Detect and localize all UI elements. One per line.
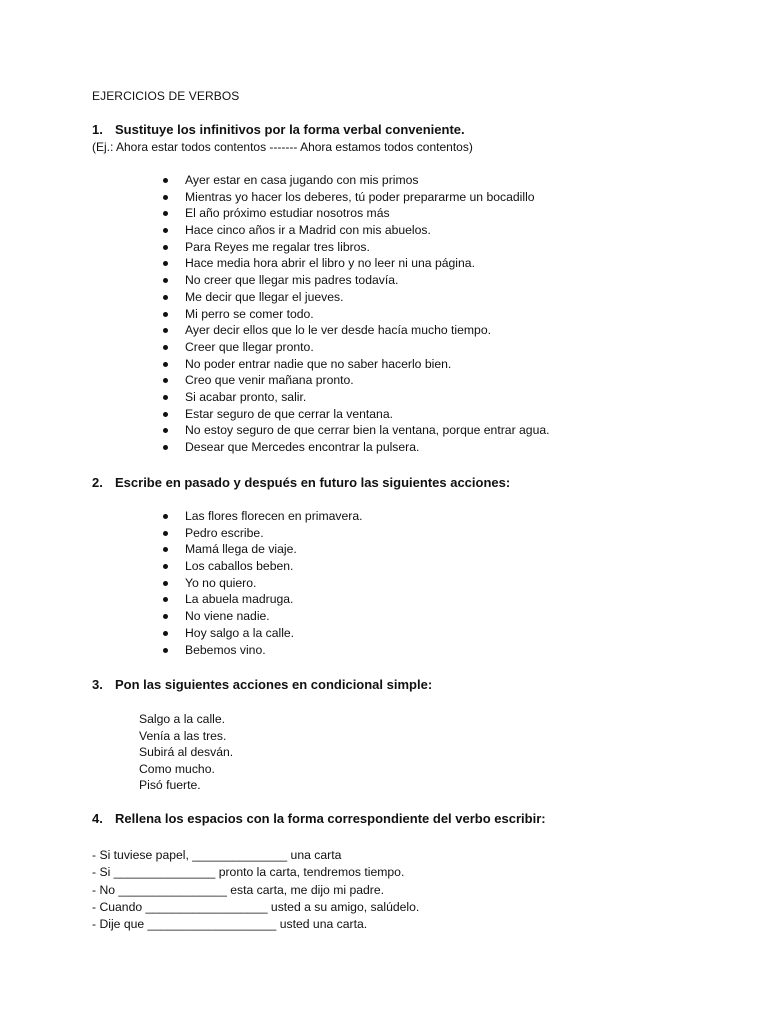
section-4-list (92, 847, 419, 933)
list-item (160, 306, 550, 323)
bullet-icon (163, 648, 168, 653)
bullet-icon (163, 395, 168, 400)
list-item-text: Estar seguro de que cerrar la ventana. (185, 406, 393, 421)
list-item: Venía a las tres. (139, 728, 227, 743)
bullet-icon (163, 564, 168, 569)
list-item (160, 608, 362, 625)
bullet-icon (163, 581, 168, 586)
list-item (160, 439, 550, 456)
list-item-text: La abuela madruga. (185, 592, 294, 607)
list-item: Como mucho. (139, 761, 215, 776)
list-item-text: No poder entrar nadie que no saber hacerlo bien. (185, 356, 452, 371)
fill-in-line: - Si _______________ pronto la carta, tendremos tiempo. (92, 865, 405, 880)
list-item (160, 372, 550, 389)
list-item-text: Mi perro se comer todo. (185, 306, 314, 321)
list-item-text: No creer que llegar mis padres todavía. (185, 273, 399, 288)
list-item-text: Pedro escribe. (185, 525, 264, 540)
bullet-icon (163, 278, 168, 283)
list-item-text: Los caballos beben. (185, 559, 294, 574)
section-heading-text: Escribe en pasado y después en futuro las siguientes acciones: (115, 475, 511, 490)
list-item-text: Ayer decir ellos que lo le ver desde hacía mucho tiempo. (185, 323, 491, 338)
section-3-list (139, 711, 233, 794)
list-item (160, 558, 362, 575)
section-heading-text: Pon las siguientes acciones en condicional simple: (115, 677, 433, 692)
list-item (160, 422, 550, 439)
bullet-icon (163, 378, 168, 383)
list-item-text: Hoy salgo a la calle. (185, 625, 295, 640)
list-item-text: Mientras yo hacer los deberes, tú poder prepararme un bocadillo (185, 189, 535, 204)
bullet-icon (163, 412, 168, 417)
section-4-heading (92, 811, 546, 827)
bullet-icon (163, 312, 168, 317)
section-1-heading (92, 122, 465, 138)
list-item (160, 389, 550, 406)
bullet-icon (163, 362, 168, 367)
list-item (160, 642, 362, 659)
list-item (160, 541, 362, 558)
section-1-list (160, 172, 550, 456)
list-item (160, 356, 550, 373)
list-item (160, 172, 550, 189)
bullet-icon (163, 531, 168, 536)
fill-in-line: - Dije que ___________________ usted una carta. (92, 917, 368, 932)
list-item-text: Creo que venir mañana pronto. (185, 373, 354, 388)
fill-in-line: - Si tuviese papel, ______________ una carta (92, 848, 342, 862)
list-item (160, 239, 550, 256)
list-item (160, 255, 550, 272)
bullet-icon (163, 211, 168, 216)
list-item-text: Para Reyes me regalar tres libros. (185, 239, 370, 254)
document-title: EJERCICIOS DE VERBOS (92, 89, 240, 103)
list-item (160, 525, 362, 542)
section-number: 3. (92, 677, 103, 692)
bullet-icon (163, 328, 168, 333)
list-item: Pisó fuerte. (139, 778, 201, 792)
list-item-text: Me decir que llegar el jueves. (185, 289, 344, 304)
list-item-text: Creer que llegar pronto. (185, 339, 314, 354)
list-item (160, 222, 550, 239)
list-item-text: Las flores florecen en primavera. (185, 509, 363, 523)
bullet-icon (163, 445, 168, 450)
list-item (160, 575, 362, 592)
bullet-icon (163, 631, 168, 636)
bullet-icon (163, 295, 168, 300)
section-2-list (160, 508, 362, 658)
section-heading-text: Sustituye los infinitivos por la forma verbal conveniente. (115, 122, 465, 137)
fill-in-line: - Cuando __________________ usted a su amigo, salúdelo. (92, 899, 420, 914)
list-item-text: Hace cinco años ir a Madrid con mis abuelos. (185, 223, 431, 238)
fill-in-line: - No ________________ esta carta, me dijo mi padre. (92, 882, 385, 897)
list-item: Subirá al desván. (139, 745, 234, 759)
bullet-icon (163, 261, 168, 266)
list-item-text: Si acabar pronto, salir. (185, 389, 307, 404)
section-3-heading (92, 677, 432, 693)
bullet-icon (163, 228, 168, 233)
bullet-icon (163, 195, 168, 200)
list-item (160, 406, 550, 423)
list-item (160, 339, 550, 356)
list-item-text: El año próximo estudiar nosotros más (185, 206, 390, 221)
list-item-text: Hace media hora abrir el libro y no leer ni una página. (185, 256, 475, 271)
section-number: 1. (92, 122, 103, 137)
list-item-text: No viene nadie. (185, 609, 270, 624)
section-2-heading (92, 475, 510, 491)
bullet-icon (163, 614, 168, 619)
list-item (160, 591, 362, 608)
bullet-icon (163, 547, 168, 552)
bullet-icon (163, 597, 168, 602)
list-item-text: No estoy seguro de que cerrar bien la ventana, porque entrar agua. (185, 423, 550, 438)
list-item (160, 189, 550, 206)
list-item (160, 289, 550, 306)
section-1-example: (Ej.: Ahora estar todos contentos ------- Ahora estamos todos contentos) (92, 140, 473, 154)
bullet-icon (163, 428, 168, 433)
list-item-text: Ayer estar en casa jugando con mis primos (185, 173, 419, 187)
list-item: Salgo a la calle. (139, 712, 226, 726)
bullet-icon (163, 345, 168, 350)
list-item (160, 625, 362, 642)
list-item (160, 508, 362, 525)
list-item-text: Bebemos vino. (185, 642, 266, 657)
list-item (160, 322, 550, 339)
list-item (160, 205, 550, 222)
list-item-text: Desear que Mercedes encontrar la pulsera. (185, 440, 420, 454)
section-heading-text: Rellena los espacios con la forma correspondiente del verbo escribir: (115, 811, 546, 826)
section-number: 2. (92, 475, 103, 490)
bullet-icon (163, 178, 168, 183)
list-item-text: Yo no quiero. (185, 575, 257, 590)
bullet-icon (163, 245, 168, 250)
bullet-icon (163, 514, 168, 519)
list-item (160, 272, 550, 289)
list-item-text: Mamá llega de viaje. (185, 542, 297, 557)
section-number: 4. (92, 811, 103, 826)
